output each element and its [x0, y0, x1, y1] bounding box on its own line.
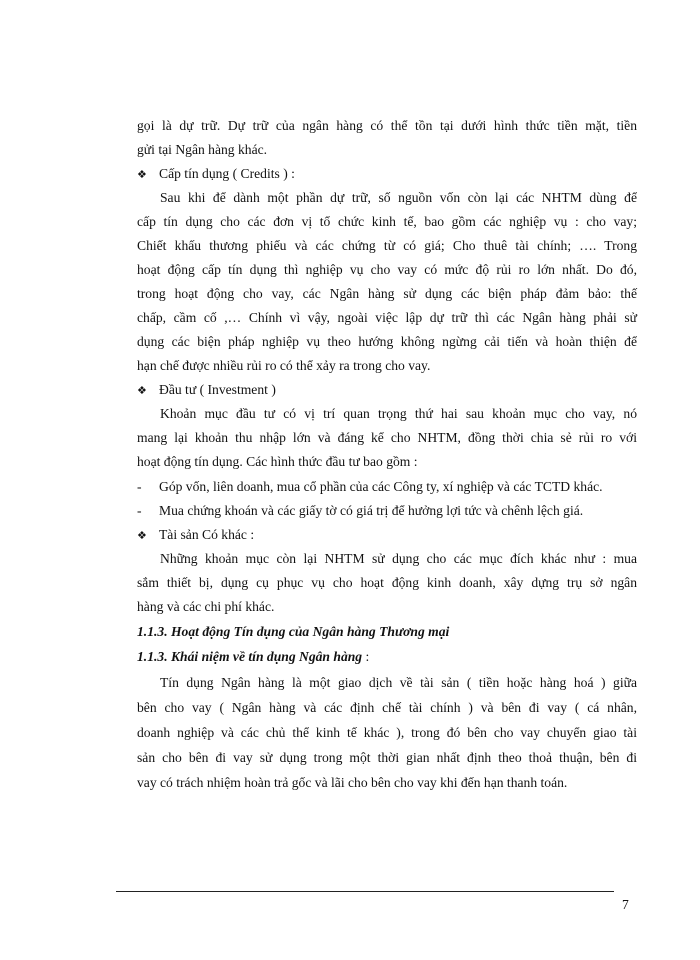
p2-line-5: trong hoạt động cho vay, các Ngân hàng sử dụng các biện pháp đảm bảo: thế: [137, 286, 637, 301]
page-number: 7: [622, 897, 629, 912]
p2-line-7: dụng các biện pháp nghiệp vụ theo hướng không ngừng cải tiến và hoàn thiện để: [137, 334, 637, 349]
diamond-bullet-icon: ❖: [137, 168, 147, 181]
subsection-heading-text: 1.1.3. Khái niệm về tín dụng Ngân hàng: [137, 649, 363, 664]
bullet-other-assets-text: Tài sản Có khác :: [159, 527, 255, 542]
p4-line-1: Những khoản mục còn lại NHTM sử dụng cho các mục đích khác như : mua: [160, 551, 637, 566]
section-heading-1-1-3: 1.1.3. Hoạt động Tín dụng của Ngân hàng Thương mại: [137, 624, 450, 639]
bullet-investment-text: Đầu tư ( Investment ): [159, 382, 276, 397]
dash-marker: -: [137, 503, 142, 518]
p4-line-3: hàng và các chi phí khác.: [137, 599, 275, 614]
p2-line-6: chấp, cầm cố ,… Chính vì vậy, ngoài việc lập dự trữ thì các Ngân hàng phải sử: [137, 310, 637, 325]
p5-line-2: bên cho vay ( Ngân hàng và các định chế tài chính ) và bên đi vay ( cá nhân,: [137, 700, 637, 715]
p5-line-4: sản cho bên đi vay sử dụng trong một thời gian nhất định theo thoả thuận, bên đi: [137, 750, 637, 765]
p1-line-1: gọi là dự trữ. Dự trữ của ngân hàng có thể tồn tại dưới hình thức tiền mặt, tiền: [137, 118, 637, 133]
p3-line-3: hoạt động tín dụng. Các hình thức đầu tư bao gồm :: [137, 454, 418, 469]
p5-line-1: Tín dụng Ngân hàng là một giao dịch về tài sản ( tiền hoặc hàng hoá ) giữa: [160, 675, 637, 690]
p2-line-8: hạn chế được nhiều rủi ro có thể xảy ra trong cho vay.: [137, 358, 431, 373]
p3-line-1: Khoản mục đầu tư có vị trí quan trọng thứ hai sau khoản mục cho vay, nó: [160, 406, 637, 421]
diamond-bullet-icon: ❖: [137, 529, 147, 542]
p1-line-2: gửi tại Ngân hàng khác.: [137, 142, 268, 157]
p5-line-3: doanh nghiệp và các chủ thể kinh tế khác ), trong đó bên cho vay chuyển giao tài: [137, 725, 637, 740]
p2-line-2: cấp tín dụng cho các đơn vị tổ chức kinh tế, bao gồm các nghiệp vụ : cho vay;: [137, 214, 637, 229]
footer-rule: [116, 891, 614, 892]
p5-line-5: vay có trách nhiệm hoàn trả gốc và lãi cho bên cho vay khi đến hạn thanh toán.: [137, 775, 568, 790]
bullet-investment: [137, 381, 637, 400]
dash-item-1-text: Góp vốn, liên doanh, mua cổ phần của các Công ty, xí nghiệp và các TCTD khác.: [159, 479, 603, 494]
dash-item-2: [137, 502, 637, 520]
p2-line-4: hoạt động cấp tín dụng thì nghiệp vụ cho vay có mức độ rủi ro lớn nhất. Do đó,: [137, 262, 637, 277]
p2-line-1: Sau khi để dành một phần dự trữ, số nguồn vốn còn lại các NHTM dùng để: [160, 190, 637, 205]
p2-line-3: Chiết khấu thương phiếu và các chứng từ có giá; Cho thuê tài chính; …. Trong: [137, 238, 637, 253]
dash-marker: -: [137, 479, 142, 494]
dash-item-1: [137, 478, 637, 496]
subsection-heading-suffix: :: [362, 649, 370, 664]
dash-item-2-text: Mua chứng khoán và các giấy tờ có giá trị để hưởng lợi tức và chênh lệch giá.: [159, 503, 584, 518]
bullet-credits: [137, 165, 637, 184]
bullet-other-assets: [137, 526, 637, 545]
bullet-credits-text: Cấp tín dụng ( Credits ) :: [159, 166, 295, 181]
p4-line-2: sắm thiết bị, dụng cụ phục vụ cho hoạt động kinh doanh, xây dựng trụ sở ngân: [137, 575, 637, 590]
subsection-heading: [137, 648, 637, 666]
diamond-bullet-icon: ❖: [137, 384, 147, 397]
p3-line-2: mang lại khoản thu nhập lớn và đáng kể cho NHTM, đồng thời chia sẻ rủi ro với: [137, 430, 637, 445]
